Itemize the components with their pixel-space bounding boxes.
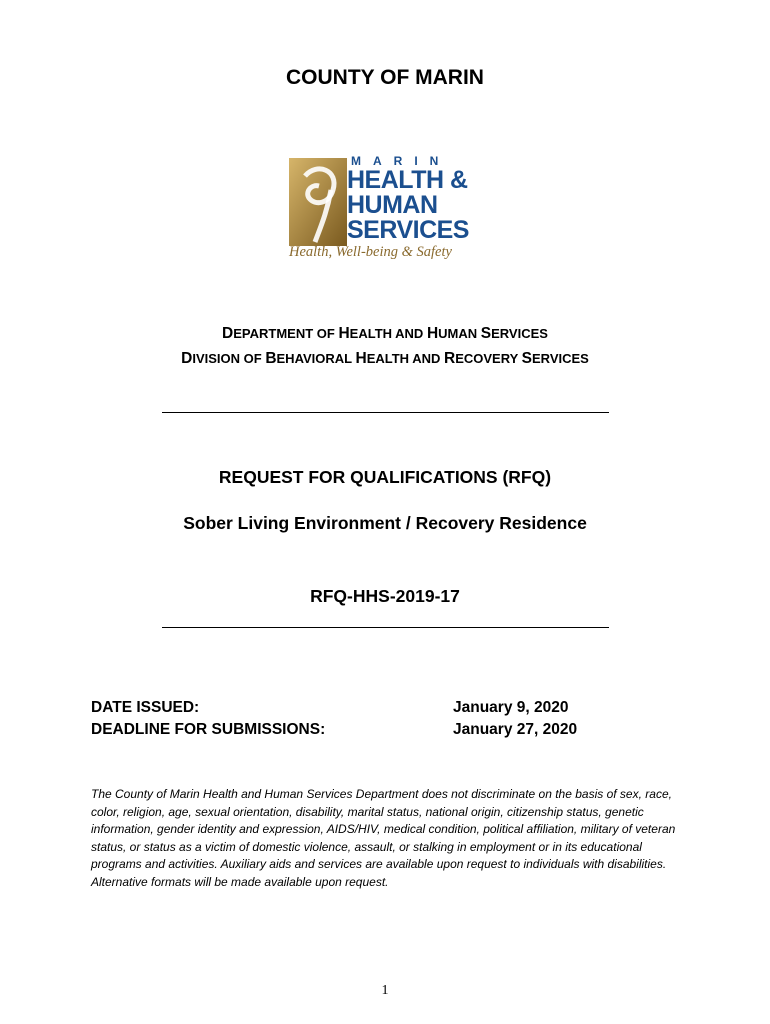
department-word-rest: ERVICES xyxy=(532,351,589,366)
nondiscrimination-notice: The County of Marin Health and Human Services Department does not discriminate on the basis of sex, race, color, religion, age, sexual orientation, disability, marital status, national origin, citizenship status, genetic information, gender identity and expression, AIDS/HIV, medical condition, political affiliation, military of veteran status, or status as a victim of domestic violence, assault, or stalking in employment or in its educational programs and activities. Auxiliary aids and services are available upon request to individuals with disabilities. Alternative formats will be made available upon request. xyxy=(91,787,676,889)
department-word-rest: IVISION OF xyxy=(192,351,266,366)
department-word-rest: ERVICES xyxy=(491,326,548,341)
department-word-rest: EPARTMENT OF xyxy=(233,326,339,341)
date-labels xyxy=(91,697,325,741)
deadline-value: January 27, 2020 xyxy=(453,721,578,738)
department-cap-letter: B xyxy=(265,350,277,367)
page-number: 1 xyxy=(381,983,389,998)
department-word-rest: ECOVERY xyxy=(455,351,522,366)
department-cap-letter: H xyxy=(338,325,350,342)
rfq-subtitle: Sober Living Environment / Recovery Residence xyxy=(183,513,587,533)
marin-hhs-logo xyxy=(285,150,485,268)
rfq-title: REQUEST FOR QUALIFICATIONS (RFQ) xyxy=(218,467,552,487)
logo-marin: MARIN xyxy=(351,154,451,168)
department-cap-letter: D xyxy=(181,350,193,367)
department-line-1 xyxy=(0,321,770,346)
deadline-label: DEADLINE FOR SUBMISSIONS: xyxy=(91,721,326,738)
department-cap-letter: S xyxy=(480,325,492,342)
department-cap-letter: S xyxy=(521,350,532,367)
department-word-rest: EHAVIORAL xyxy=(276,351,356,366)
department-cap-letter: D xyxy=(222,325,234,342)
divider-bottom xyxy=(162,627,609,628)
logo-line-human: HUMAN xyxy=(347,191,438,219)
date-values xyxy=(453,697,577,741)
date-issued-value: January 9, 2020 xyxy=(453,699,569,716)
divider-top xyxy=(162,412,609,413)
county-title: COUNTY OF MARIN xyxy=(286,66,484,89)
date-issued-label: DATE ISSUED: xyxy=(91,699,200,716)
department-word-rest: EALTH AND xyxy=(366,351,444,366)
department-cap-letter: H xyxy=(426,325,439,342)
department-cap-letter: R xyxy=(443,350,456,367)
department-word-rest: EALTH AND xyxy=(349,326,427,341)
department-line-2 xyxy=(0,346,770,371)
department-word-rest: UMAN xyxy=(438,326,481,341)
logo-emblem-icon xyxy=(287,156,349,248)
logo-line-services: SERVICES xyxy=(347,216,469,244)
logo-line-health: HEALTH & xyxy=(347,166,468,194)
rfq-number: RFQ-HHS-2019-17 xyxy=(310,586,460,606)
department-cap-letter: H xyxy=(355,350,367,367)
logo-wordmark xyxy=(347,154,469,243)
logo-tagline: Health, Well-being & Safety xyxy=(289,244,452,260)
